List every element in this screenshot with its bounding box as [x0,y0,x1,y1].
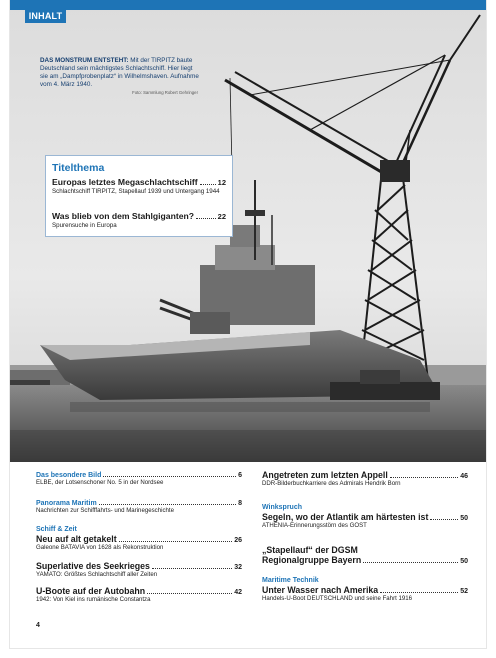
toc-entry[interactable] [36,561,242,579]
page-ref: 8 [238,500,242,507]
entry-subtitle: Spurensuche in Europa [52,222,117,229]
magazine-page [10,0,486,648]
toc-entry[interactable] [262,503,468,530]
leader-dots [363,556,458,563]
photo-caption [40,57,200,89]
leader-dots [147,587,232,594]
entry-subtitle: Nachrichten zur Schifffahrts- und Marinegeschichte [36,507,174,514]
section-heading: Schiff & Zeit [36,526,77,533]
page-ref: 22 [217,212,226,221]
leader-dots [200,177,216,185]
leader-dots [196,211,216,219]
toc-entry[interactable] [36,525,242,552]
titelthema-entry[interactable] [52,177,226,196]
leader-dots [99,498,236,505]
page-ref: 42 [234,589,242,596]
page-ref: 26 [234,537,242,544]
entry-title: Angetreten zum letzten Appell [262,470,388,480]
entry-title: Regionalgruppe Bayern [262,555,362,565]
leader-dots [390,471,458,478]
entry-subtitle: DDR-Bilderbuchkarriere des Admirals Hendrik Born [262,480,401,487]
entry-subtitle: 1942: Von Kiel ins rumänische Constantza [36,596,151,603]
toc-entry[interactable] [262,545,468,565]
page-ref: 50 [460,558,468,565]
entry-title-line1: „Stapellauf“ der DGSM [262,545,358,555]
entry-title: Panorama Maritim [36,500,97,507]
entry-title: Das besondere Bild [36,472,102,479]
entry-title: Unter Wasser nach Amerika [262,585,379,595]
entry-title: U-Boote auf der Autobahn [36,586,146,596]
toc-entry[interactable] [36,586,242,604]
leader-dots [380,586,458,593]
page-ref: 50 [460,515,468,522]
toc-entry[interactable] [36,470,242,487]
leader-dots [103,470,236,477]
titelthema-label: Titelthema [52,162,105,174]
page-ref: 46 [460,473,468,480]
section-tab: INHALT [25,10,66,23]
entry-title: Superlative des Seekrieges [36,561,150,571]
entry-title: Neu auf alt getakelt [36,534,117,544]
section-heading: Maritime Technik [262,577,319,584]
toc-entry[interactable] [262,576,468,603]
entry-subtitle: Galeone BATAVIA von 1628 als Rekonstruktion [36,544,164,551]
leader-dots [152,562,232,569]
entry-subtitle: ELBE, der Lotsenschoner No. 5 in der Nordsee [36,479,164,486]
toc-entry[interactable] [262,470,468,488]
photo-credit: Foto: Sammlung Robert Gehringer [132,90,198,95]
leader-dots [430,513,458,520]
titelthema-box [45,155,233,237]
page-number: 4 [36,622,40,629]
caption-bold: DAS MONSTRUM ENTSTEHT: [40,57,129,64]
entry-title: Europas letztes Megaschlachtschiff [52,177,198,187]
leader-dots [119,535,233,542]
header-bar [10,0,486,10]
section-heading: Winkspruch [262,504,302,511]
page-ref: 12 [217,178,226,187]
entry-subtitle: ATHENIA-Erinnerungsstörn des GOST [262,522,367,529]
page-ref: 52 [460,588,468,595]
entry-subtitle: Schlachtschiff TIRPITZ, Stapellauf 1939 und Untergang 1944 [52,188,220,195]
caption-text: Mit der TIRPITZ baute Deutschland sein mächtigstes Schlachtschiff. Hier liegt sie am „Dampfprobenplatz“ in Wilhelmshaven. Aufnahme vom 4. März 1940. [40,57,199,88]
titelthema-entry[interactable] [52,211,226,230]
page-ref: 32 [234,564,242,571]
entry-title: Segeln, wo der Atlantik am härtesten ist [262,512,429,522]
entry-subtitle: Handels-U-Boot DEUTSCHLAND und seine Fahrt 1916 [262,595,413,602]
toc-entry[interactable] [36,498,242,515]
entry-subtitle: YAMATO: Größtes Schlachtschiff aller Zeiten [36,571,158,578]
page-ref: 6 [238,472,242,479]
entry-title: Was blieb von dem Stahlgiganten? [52,211,194,221]
